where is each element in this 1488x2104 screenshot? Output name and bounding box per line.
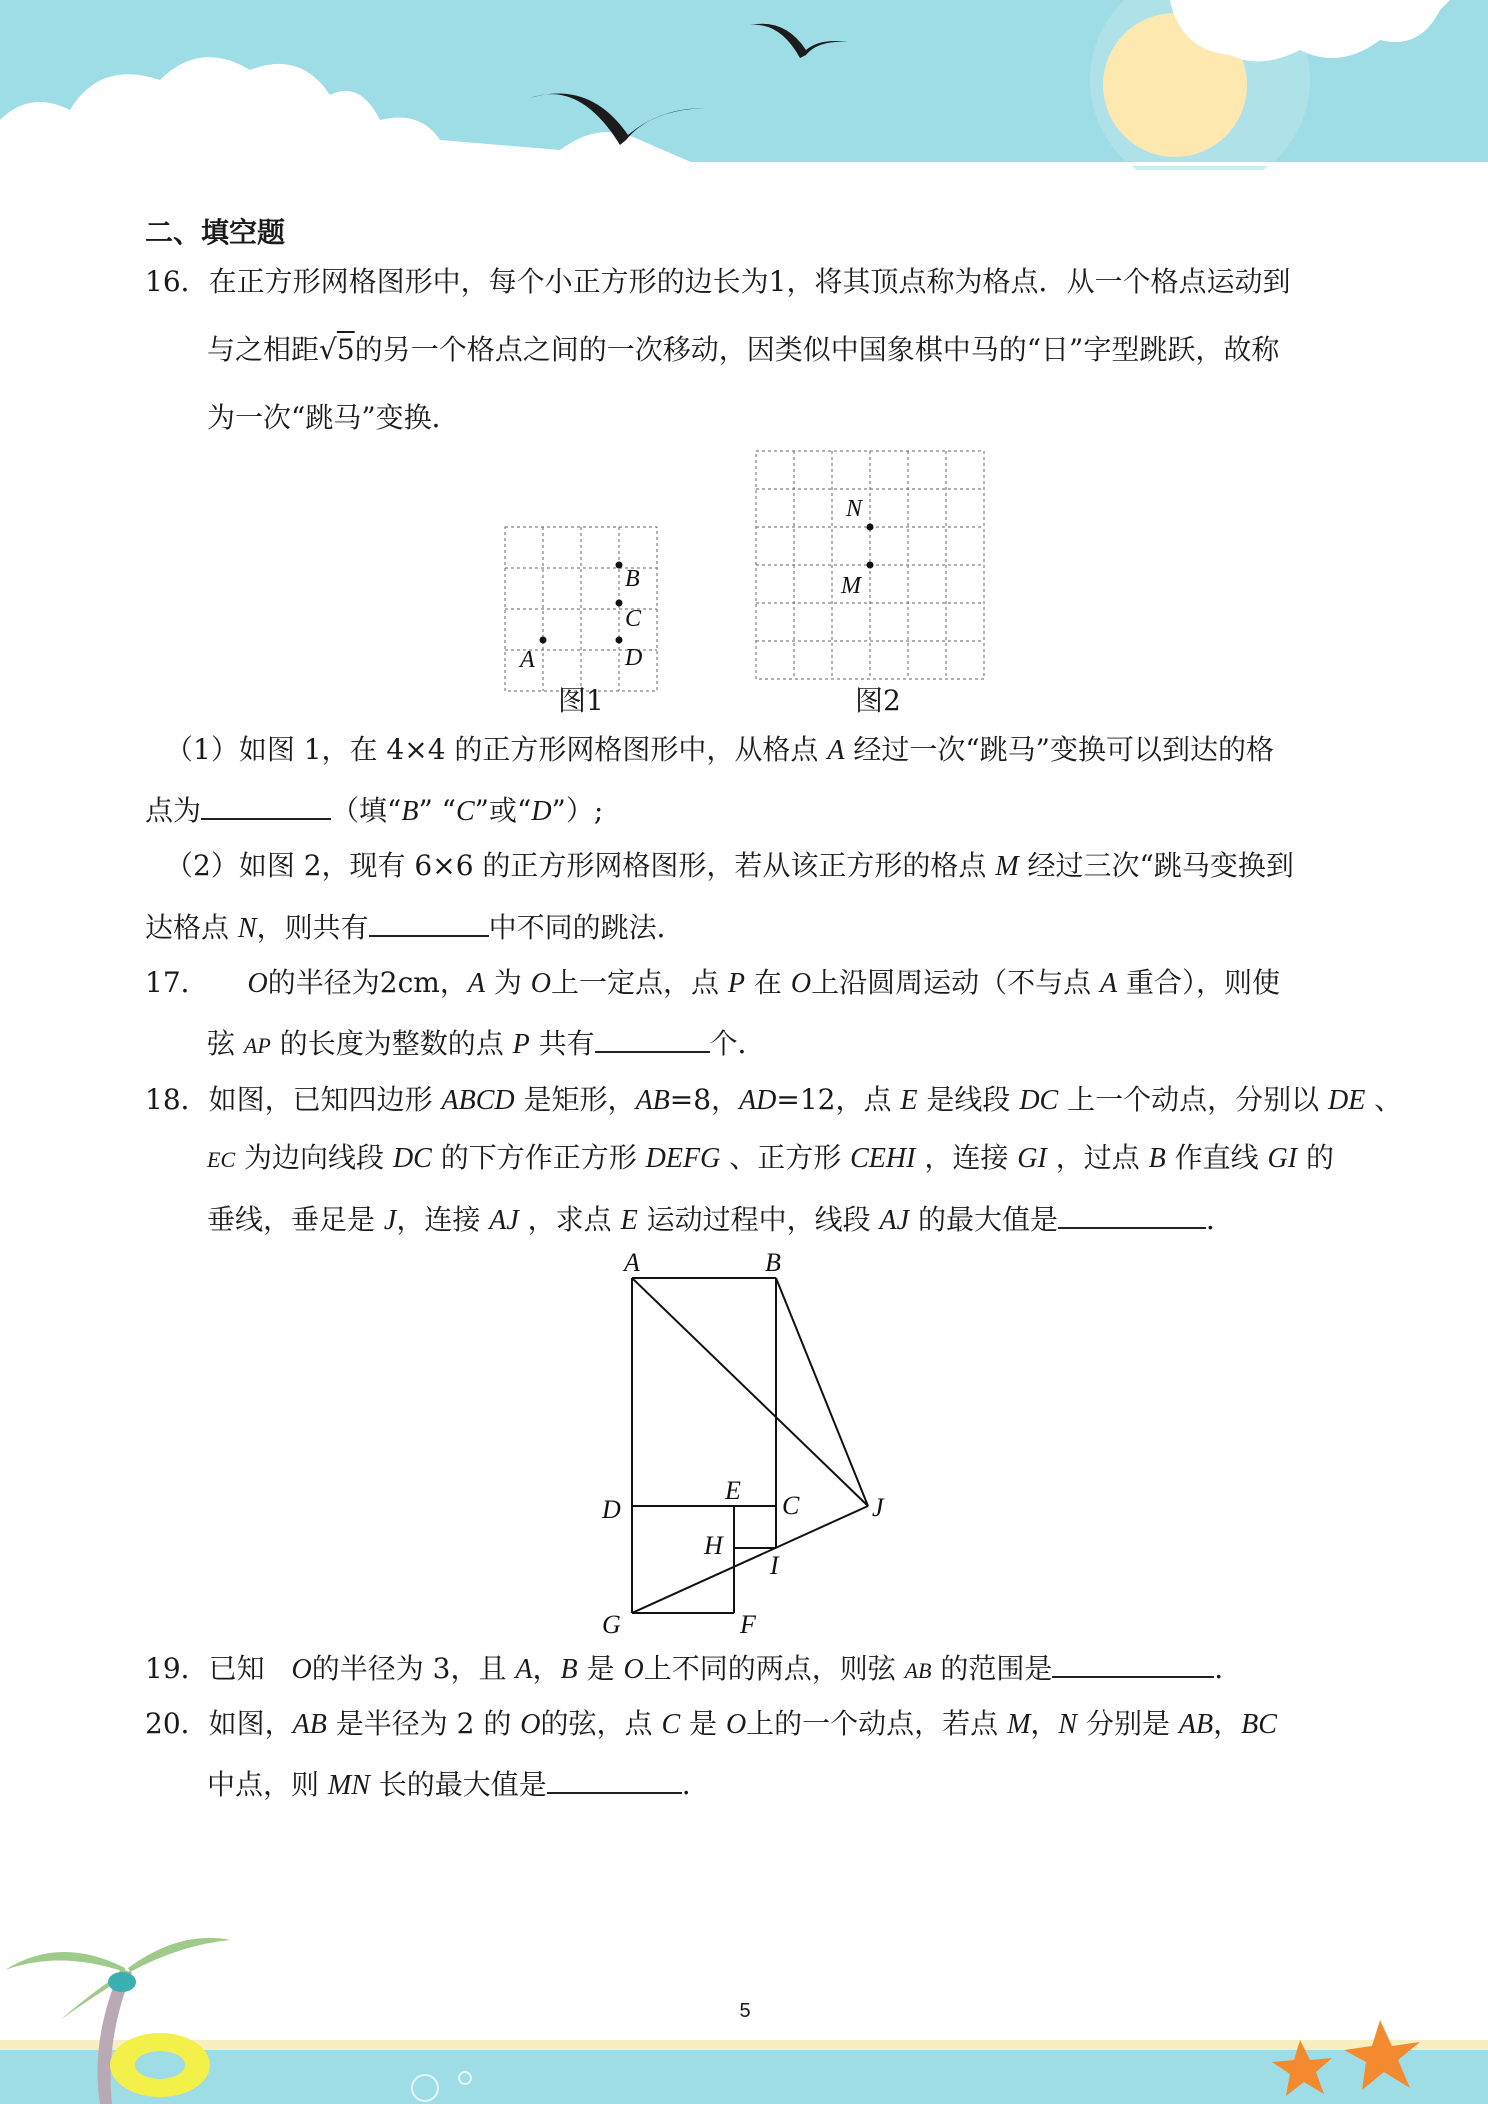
q16-text: 经过三次“跳马变换到 [1018,849,1294,882]
var: CEHI [850,1143,916,1174]
var: DE [1328,1085,1366,1116]
label-M: M [841,573,861,599]
q19-text: 已知 [208,1652,274,1685]
question-16-part-1-line-1 [165,730,1274,771]
q17-text: 上沿圆周运动（不与点 [811,966,1100,999]
answer-blank[interactable] [547,1762,682,1794]
q16-text: ” “ [418,794,456,827]
sqrt-value: 5 [336,333,355,366]
answer-blank[interactable] [1058,1197,1206,1229]
var: AB [635,1085,670,1116]
q20-text: ， [1030,1707,1059,1740]
var: A [1099,968,1118,999]
fig-label-G: G [602,1610,621,1639]
var: J [383,1205,397,1236]
q17-text: 在 [745,966,791,999]
var: GI [1267,1143,1298,1174]
var: C [661,1709,681,1740]
question-16-line-2 [207,330,1279,370]
question-16-part-1-line-2 [145,788,603,832]
segment-GJ [632,1506,868,1613]
q18-text: =12，点 [776,1083,901,1116]
var: B [1148,1143,1166,1174]
q18-text: =8， [669,1083,740,1116]
section-title: 二、填空题 [145,216,286,249]
var: A [515,1654,533,1685]
q17-text: 为 [484,966,531,999]
var: M [995,851,1019,882]
q18-text: ，连接 [915,1141,1018,1174]
question-20-line-1 [145,1704,1277,1745]
q19-text: 的范围是 [931,1652,1053,1685]
q18-text: ，连接 [396,1203,490,1236]
answer-blank[interactable] [201,788,331,820]
q18-text: 、 [1365,1083,1403,1116]
q16-text: 的另一个格点之间的一次移动，因类似中国象棋中马的“日”字型跳跃，故称 [354,333,1280,366]
q18-text: 运动过程中，线段 [637,1203,880,1236]
circle-var: O [623,1654,644,1685]
question-19-line-1 [145,1646,1242,1691]
q16-text: 在正方形网格图形中，每个小正方形的边长为1，将其顶点称为格点．从一个格点运动到 [208,265,1291,298]
q17-text: 的长度为整数的点 [270,1027,513,1060]
fig-label-A: A [624,1248,640,1277]
question-16-line-3 [207,398,460,438]
q16-text: 与之相距 [207,333,320,366]
fig-label-J: J [872,1493,884,1522]
q18-text: ，求点 [518,1203,621,1236]
q16-text: ，则共有 [256,911,369,944]
label-N: N [846,496,863,522]
q20-text: 中点，则 [207,1768,328,1801]
question-16-part-2-line-2 [145,905,685,949]
q18-text: 的最大值是 [909,1203,1058,1236]
circle-var: O [530,968,551,999]
figure-2-grid [748,443,988,683]
q19-text: 上不同的两点，则弦 [643,1652,905,1685]
q17-text: 个． [709,1027,766,1060]
question-18-line-3 [207,1197,1234,1241]
q19-text: 是 [577,1652,624,1685]
var: GI [1017,1143,1047,1174]
q17-text: 共有 [529,1027,595,1060]
var: B [560,1654,578,1685]
figure-q18-rectangle [590,1240,910,1640]
var: M [1007,1709,1031,1740]
question-number: 16． [145,265,209,298]
question-17-line-2 [207,1021,766,1066]
var: E [620,1205,638,1236]
q19-text: 的半径为 3，且 [311,1652,516,1685]
var: ABCD [441,1085,515,1116]
segment-AJ [632,1278,868,1506]
page-number: 5 [739,2000,751,2022]
q16-text: 点为 [145,794,202,827]
var: P [512,1029,530,1060]
circle-var: O [725,1709,747,1740]
figure-2-caption: 图2 [855,684,901,717]
question-16-line-1 [145,262,1290,302]
q20-text: ， [1213,1707,1242,1740]
q16-text: 达格点 [145,911,238,944]
question-16-part-2-line-1 [165,846,1294,887]
fig-label-F: F [740,1610,756,1639]
q17-text: 重合），则使 [1117,966,1280,999]
fig-label-E: E [725,1476,741,1505]
var: A [467,968,485,999]
var: AJ [879,1205,910,1236]
question-number: 19． [145,1652,209,1685]
var: AP [243,1033,271,1058]
question-number: 17． [145,966,209,999]
question-18-line-1 [145,1080,1402,1121]
label-D: D [625,645,643,671]
fig-label-I: I [770,1551,779,1580]
var: E [900,1085,918,1116]
question-18-line-2 [207,1138,1334,1180]
answer-blank[interactable] [595,1021,710,1053]
q17-text: 上一定点，点 [551,966,728,999]
q16-text: （2）如图 2，现有 6×6 的正方形网格图形，若从该正方形的格点 [165,849,996,882]
grid-point-B [616,562,623,569]
q16-text: ”）; [551,794,604,827]
q18-text: 作直线 [1165,1141,1268,1174]
label-C: C [625,606,642,632]
sqrt-symbol: √ [319,333,337,366]
q16-text: （1）如图 1，在 4×4 的正方形网格图形中，从格点 [165,733,828,766]
circle-var: O [790,968,812,999]
q17-text: 弦 [207,1027,244,1060]
q16-text: 经过一次“跳马”变换可以到达的格 [844,733,1274,766]
circle-var: O [247,968,268,999]
var: A [827,735,845,766]
var: AB [904,1658,932,1683]
grid-point-A [540,637,547,644]
var: N [1058,1709,1078,1740]
var: AB [292,1709,327,1740]
var: AB [1178,1709,1214,1740]
circle-var: O [291,1654,312,1685]
var: P [727,968,746,999]
q18-text: 、正方形 [720,1141,851,1174]
question-20-line-2 [207,1762,710,1806]
q20-text: 分别是 [1077,1707,1179,1740]
figure-1-caption: 图1 [558,684,604,717]
var: AJ [489,1205,519,1236]
grid-point-C [616,600,623,607]
grid-point-D [616,637,623,644]
circle-var: O [520,1709,541,1740]
q20-text: 是半径为 2 的 [326,1707,521,1740]
q18-text: 为边向线段 [235,1141,393,1174]
q18-text: 的下方作正方形 [431,1141,646,1174]
q18-text: ． [1205,1203,1234,1236]
header-decoration [0,0,1488,170]
label-B: B [625,566,640,592]
q20-text: 如图， [208,1707,293,1740]
var: C [455,796,475,827]
q18-text: ，过点 [1046,1141,1149,1174]
q16-text: （填“ [331,794,402,827]
var: DC [1019,1085,1059,1116]
var: N [237,913,257,944]
q19-text: ， [532,1652,561,1685]
segment-BJ [776,1278,868,1506]
q20-text: 的弦，点 [540,1707,662,1740]
q20-text: 是 [680,1707,726,1740]
var: D [531,796,552,827]
var: B [401,796,419,827]
question-17-line-1 [145,963,1280,1004]
fig-label-D: D [602,1495,621,1524]
question-number: 18． [145,1083,209,1116]
grid-point-N [867,524,874,531]
var: BC [1241,1709,1277,1740]
q16-text: 为一次“跳马”变换． [207,401,460,434]
var: DC [392,1143,432,1174]
fig-label-C: C [782,1491,800,1520]
q18-text: 上一个动点，分别以 [1058,1083,1329,1116]
q18-text: 是线段 [917,1083,1020,1116]
label-A: A [520,647,535,673]
var: MN [327,1770,370,1801]
q16-text: 中不同的跳法． [488,911,685,944]
var: EC [207,1147,236,1172]
q19-text: ． [1214,1652,1243,1685]
var: AD [739,1085,777,1116]
q18-text: 是矩形， [514,1083,636,1116]
grid-point-M [867,562,874,569]
fig-label-H: H [704,1531,723,1560]
answer-blank[interactable] [1052,1646,1214,1678]
q20-text: ． [681,1768,710,1801]
q18-text: 的 [1297,1141,1334,1174]
q18-text: 垂线，垂足是 [207,1203,384,1236]
var: DEFG [645,1143,721,1174]
fig-label-B: B [765,1248,781,1277]
question-number: 20． [145,1707,209,1740]
answer-blank[interactable] [369,905,489,937]
q18-text: 如图，已知四边形 [208,1083,442,1116]
q20-text: 长的最大值是 [369,1768,547,1801]
q16-text: ”或“ [474,794,532,827]
q20-text: 上的一个动点，若点 [746,1707,1008,1740]
q17-text: 的半径为2cm， [267,966,468,999]
